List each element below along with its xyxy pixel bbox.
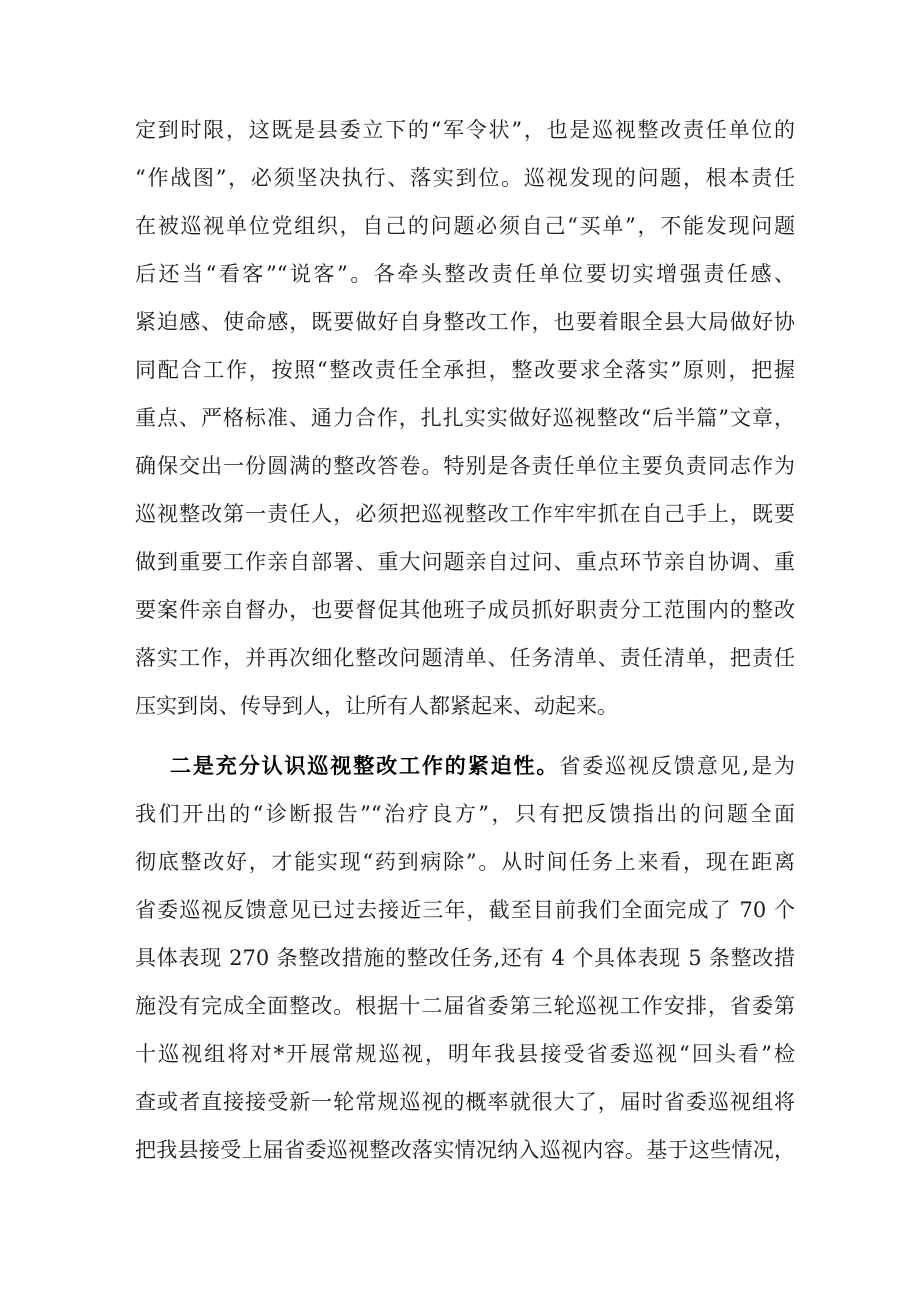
paragraph-2-line-2: 我们开出的“诊断报告”“治疗良方”，只有把反馈指出的问题全面 <box>135 802 795 826</box>
paragraph-1-line-5: 紧迫感、使命感，既要做好自身整改工作，也要着眼全县大局做好协 <box>135 310 795 334</box>
paragraph-1-line-1: 定到时限，这既是县委立下的“军令状”，也是巡视整改责任单位的 <box>135 118 795 142</box>
paragraph-1-line-11: 要案件亲自督办，也要督促其他班子成员抓好职责分工范围内的整改 <box>135 598 795 622</box>
paragraph-2-line-5: 具体表现 270 条整改措施的整改任务,还有 4 个具体表现 5 条整改措 <box>135 946 795 970</box>
paragraph-1-line-6: 同配合工作，按照“整改责任全承担，整改要求全落实”原则，把握 <box>135 358 795 382</box>
paragraph-1-line-4: 后还当“看客”“说客”。各牵头整改责任单位要切实增强责任感、 <box>135 262 795 286</box>
paragraph-1-line-7: 重点、严格标准、通力合作，扎扎实实做好巡视整改“后半篇”文章， <box>135 406 795 430</box>
paragraph-2-line-8: 查或者直接接受新一轮常规巡视的概率就很大了，届时省委巡视组将 <box>135 1090 795 1114</box>
paragraph-2-line-7: 十巡视组将对*开展常规巡视，明年我县接受省委巡视“回头看”检 <box>135 1042 795 1066</box>
paragraph-1-line-2: “作战图”，必须坚决执行、落实到位。巡视发现的问题，根本责任 <box>135 166 795 190</box>
paragraph-2-line-9: 把我县接受上届省委巡视整改落实情况纳入巡视内容。基于这些情况， <box>135 1138 795 1162</box>
paragraph-1-line-8: 确保交出一份圆满的整改答卷。特别是各责任单位主要负责同志作为 <box>135 454 795 478</box>
paragraph-1-line-10: 做到重要工作亲自部署、重大问题亲自过问、重点环节亲自协调、重 <box>135 550 795 574</box>
paragraph-1-line-3: 在被巡视单位党组织，自己的问题必须自己“买单”，不能发现问题 <box>135 214 795 238</box>
paragraph-2-first-line-rest: 省委巡视反馈意见,是为 <box>559 754 795 778</box>
paragraph-1-line-12: 落实工作，并再次细化整改问题清单、任务清单、责任清单，把责任 <box>135 646 795 670</box>
paragraph-2-line-1 <box>170 748 795 784</box>
paragraph-2-line-3: 彻底整改好，才能实现“药到病除”。从时间任务上来看，现在距离 <box>135 850 795 874</box>
paragraph-2-line-4: 省委巡视反馈意见已过去接近三年，截至目前我们全面完成了 70 个 <box>135 898 795 922</box>
paragraph-2-line-6: 施没有完成全面整改。根据十二届省委第三轮巡视工作安排，省委第 <box>135 994 795 1018</box>
paragraph-2-heading: 二是充分认识巡视整改工作的紧迫性。 <box>170 753 560 778</box>
paragraph-1-line-9: 巡视整改第一责任人，必须把巡视整改工作牢牢抓在自己手上，既要 <box>135 502 795 526</box>
paragraph-1-line-13: 压实到岗、传导到人，让所有人都紧起来、动起来。 <box>135 694 618 718</box>
